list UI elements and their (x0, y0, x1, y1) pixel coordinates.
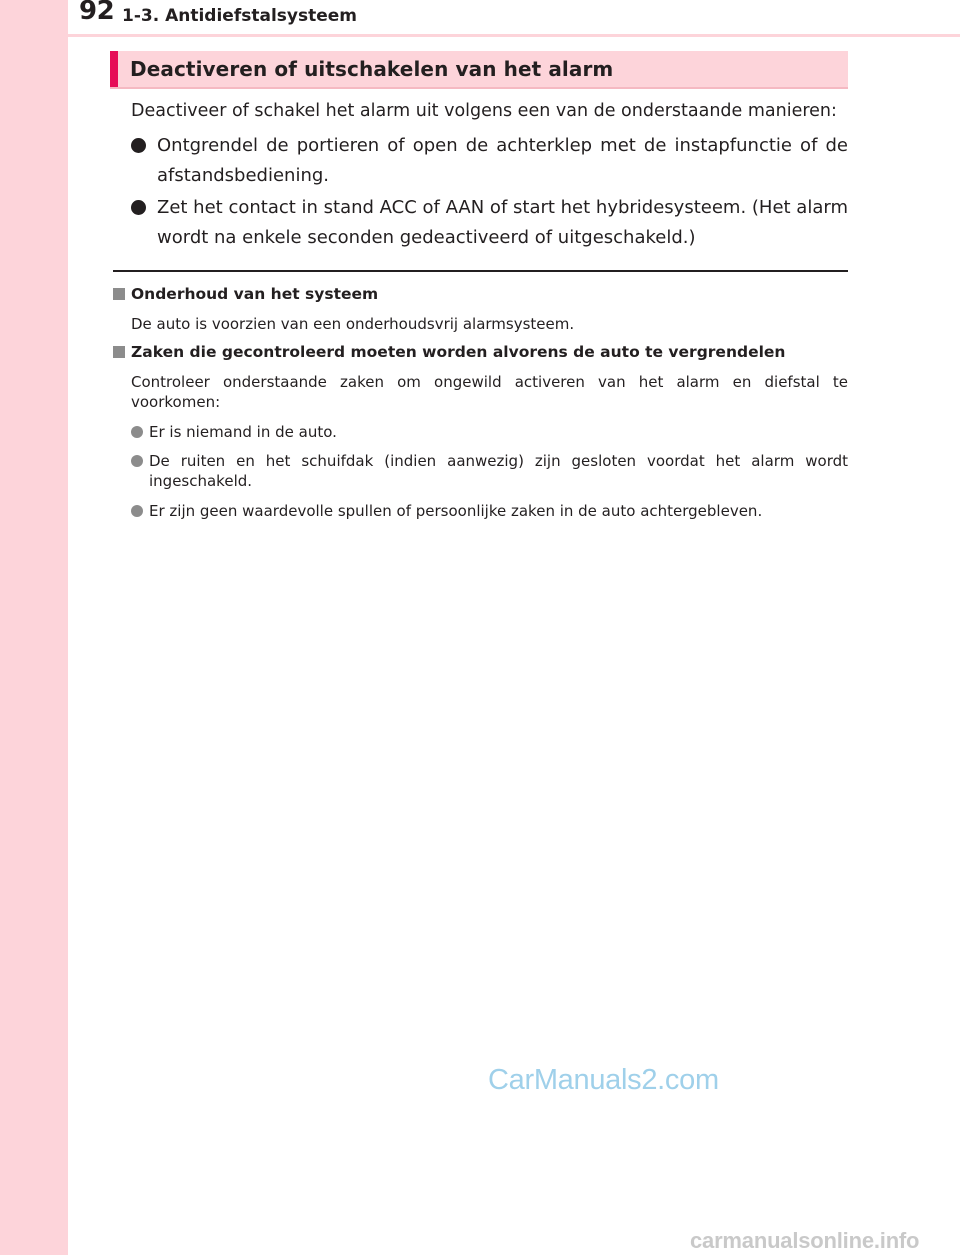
footer-site-watermark: carmanualsonline.info (690, 1228, 920, 1253)
carmanuals-watermark: CarManuals2.com (488, 1064, 719, 1096)
left-margin-band (0, 0, 68, 1255)
check-item (131, 451, 848, 491)
note-heading-text: Zaken die gecontroleerd moeten worden alvorens de auto te vergrendelen (131, 343, 786, 361)
bullet-dot-icon (131, 138, 146, 153)
note-heading-checks (113, 343, 785, 361)
method-list (131, 131, 848, 253)
square-bullet-icon (113, 288, 125, 300)
section-accent-bar (110, 51, 118, 87)
bullet-dot-icon (131, 505, 143, 517)
header-rule (68, 34, 960, 37)
method-text: Zet het contact in stand ACC of AAN of start het hybridesysteem. (Het alarm wordt na enkele seconden gedeactiveerd of uitgeschakeld.) (157, 197, 848, 248)
method-text: Ontgrendel de portieren of open de achterklep met de instapfunctie of de afstandsbediening. (157, 135, 848, 186)
page-number: 92 (79, 0, 115, 26)
check-item-text: Er is niemand in de auto. (149, 423, 337, 441)
check-item-text: De ruiten en het schuifdak (indien aanwezig) zijn gesloten voordat het alarm wordt ingeschakeld. (149, 452, 848, 490)
section-intro: Deactiveer of schakel het alarm uit volgens een van de onderstaande manieren: (131, 101, 837, 121)
note-heading-maintenance (113, 285, 378, 303)
method-item (131, 193, 848, 253)
chapter-title: 1-3. Antidiefstalsysteem (122, 6, 357, 26)
check-item (131, 501, 848, 521)
section-heading-box (110, 51, 848, 89)
section-title: Deactiveren of uitschakelen van het alarm (130, 57, 614, 81)
square-bullet-icon (113, 346, 125, 358)
method-item (131, 131, 848, 191)
bullet-dot-icon (131, 455, 143, 467)
check-item-text: Er zijn geen waardevolle spullen of persoonlijke zaken in de auto achtergebleven. (149, 502, 763, 520)
section-divider (113, 270, 848, 272)
note-body-checks: Controleer onderstaande zaken om ongewild activeren van het alarm en diefstal te voorkomen: (131, 373, 848, 411)
bullet-dot-icon (131, 200, 146, 215)
note-body-maintenance: De auto is voorzien van een onderhoudsvrij alarmsysteem. (131, 315, 575, 333)
bullet-dot-icon (131, 426, 143, 438)
note-heading-text: Onderhoud van het systeem (131, 285, 379, 303)
check-item (131, 422, 848, 442)
